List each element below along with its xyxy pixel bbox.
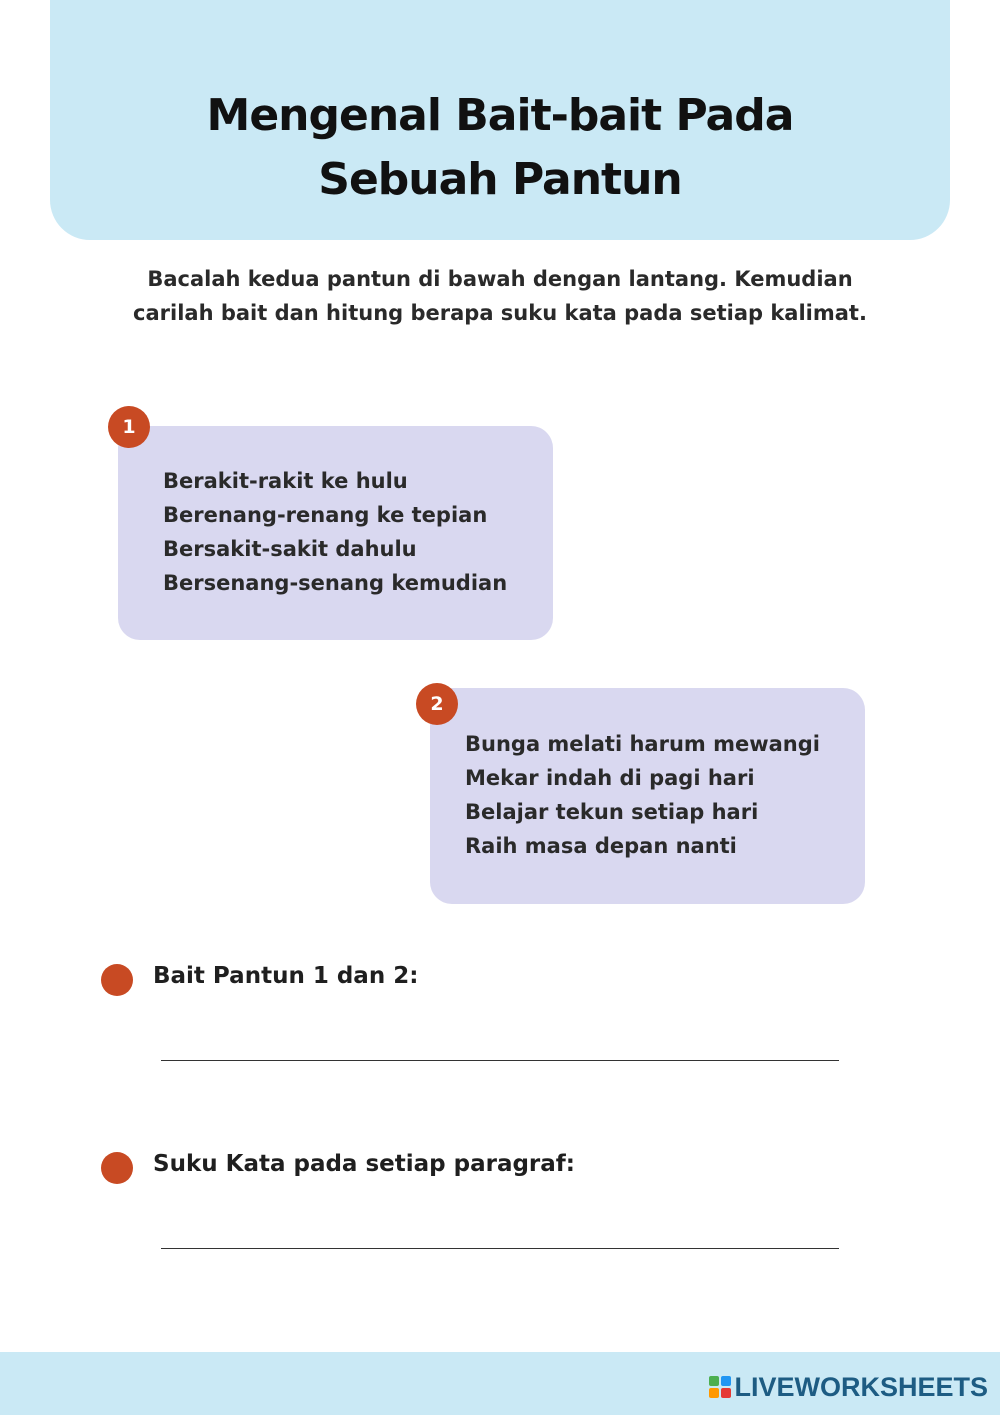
title-line-1: Mengenal Bait-bait Pada: [206, 90, 794, 141]
question-label-1: Bait Pantun 1 dan 2:: [153, 963, 419, 989]
pantun-lines-1: [163, 464, 507, 600]
page-footer: [0, 1352, 1000, 1415]
pantun-line: Bersenang-senang kemudian: [163, 571, 508, 595]
bullet-dot-icon: [101, 1152, 133, 1184]
pantun-line: Berakit-rakit ke hulu: [163, 469, 408, 493]
title-line-2: Sebuah Pantun: [318, 154, 682, 205]
question-label-2: Suku Kata pada setiap paragraf:: [153, 1151, 575, 1177]
answer-input-1[interactable]: [161, 1030, 839, 1061]
brand-logo[interactable]: [709, 1372, 988, 1402]
page-title: [50, 84, 950, 212]
pantun-line: Belajar tekun setiap hari: [465, 800, 759, 824]
answer-input-2[interactable]: [161, 1218, 839, 1249]
brand-name: LIVEWORKSHEETS: [734, 1371, 988, 1402]
liveworksheets-logo-icon: [709, 1376, 731, 1398]
instructions: [100, 262, 900, 330]
pantun-line: Berenang-renang ke tepian: [163, 503, 488, 527]
pantun-line: Bersakit-sakit dahulu: [163, 537, 417, 561]
pantun-line: Mekar indah di pagi hari: [465, 766, 755, 790]
pantun-number-badge-1: 1: [108, 406, 150, 448]
page-header: [50, 0, 950, 240]
bullet-dot-icon: [101, 964, 133, 996]
pantun-number-badge-2: 2: [416, 683, 458, 725]
instructions-line-2: carilah bait dan hitung berapa suku kata pada setiap kalimat.: [133, 301, 867, 325]
instructions-line-1: Bacalah kedua pantun di bawah dengan lantang. Kemudian: [147, 267, 853, 291]
pantun-lines-2: [465, 727, 820, 863]
pantun-line: Raih masa depan nanti: [465, 834, 737, 858]
pantun-line: Bunga melati harum mewangi: [465, 732, 820, 756]
